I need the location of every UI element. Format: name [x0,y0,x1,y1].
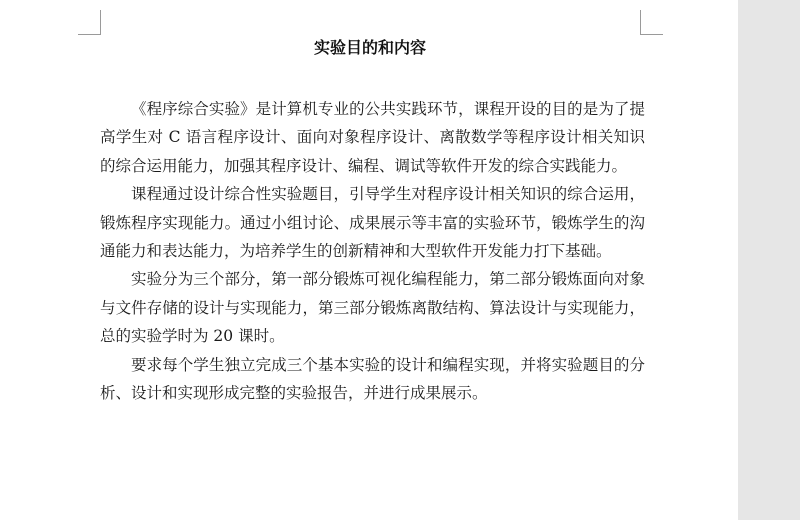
document-body [100,95,645,407]
paragraph-4: 要求每个学生独立完成三个基本实验的设计和编程实现，并将实验题目的分析、设计和实现形成完整的实验报告，并进行成果展示。 [100,355,645,403]
document-title: 实验目的和内容 [313,38,426,57]
paragraph-2: 课程通过设计综合性实验题目，引导学生对程序设计相关知识的综合运用，锻炼程序实现能力。通过小组讨论、成果展示等丰富的实验环节，锻炼学生的沟通能力和表达能力，为培养学生的创新精神和大型软件开发能力打下基础。 [100,185,645,261]
paragraph-3: 实验分为三个部分，第一部分锻炼可视化编程能力，第二部分锻炼面向对象与文件存储的设计与实现能力，第三部分锻炼离散结构、算法设计与实现能力，总的实验学时为 20 课时。 [100,270,645,346]
crop-mark-top-right [640,10,663,35]
crop-mark-top-left [78,10,101,35]
paragraph-1: 《程序综合实验》是计算机专业的公共实践环节，课程开设的目的是为了提高学生对 C 语言程序设计、面向对象程序设计、离散数学等程序设计相关知识的综合运用能力，加强其程序设计、编程、调试等软件开发的综合实践能力。 [100,100,645,175]
workspace-background [738,0,800,520]
